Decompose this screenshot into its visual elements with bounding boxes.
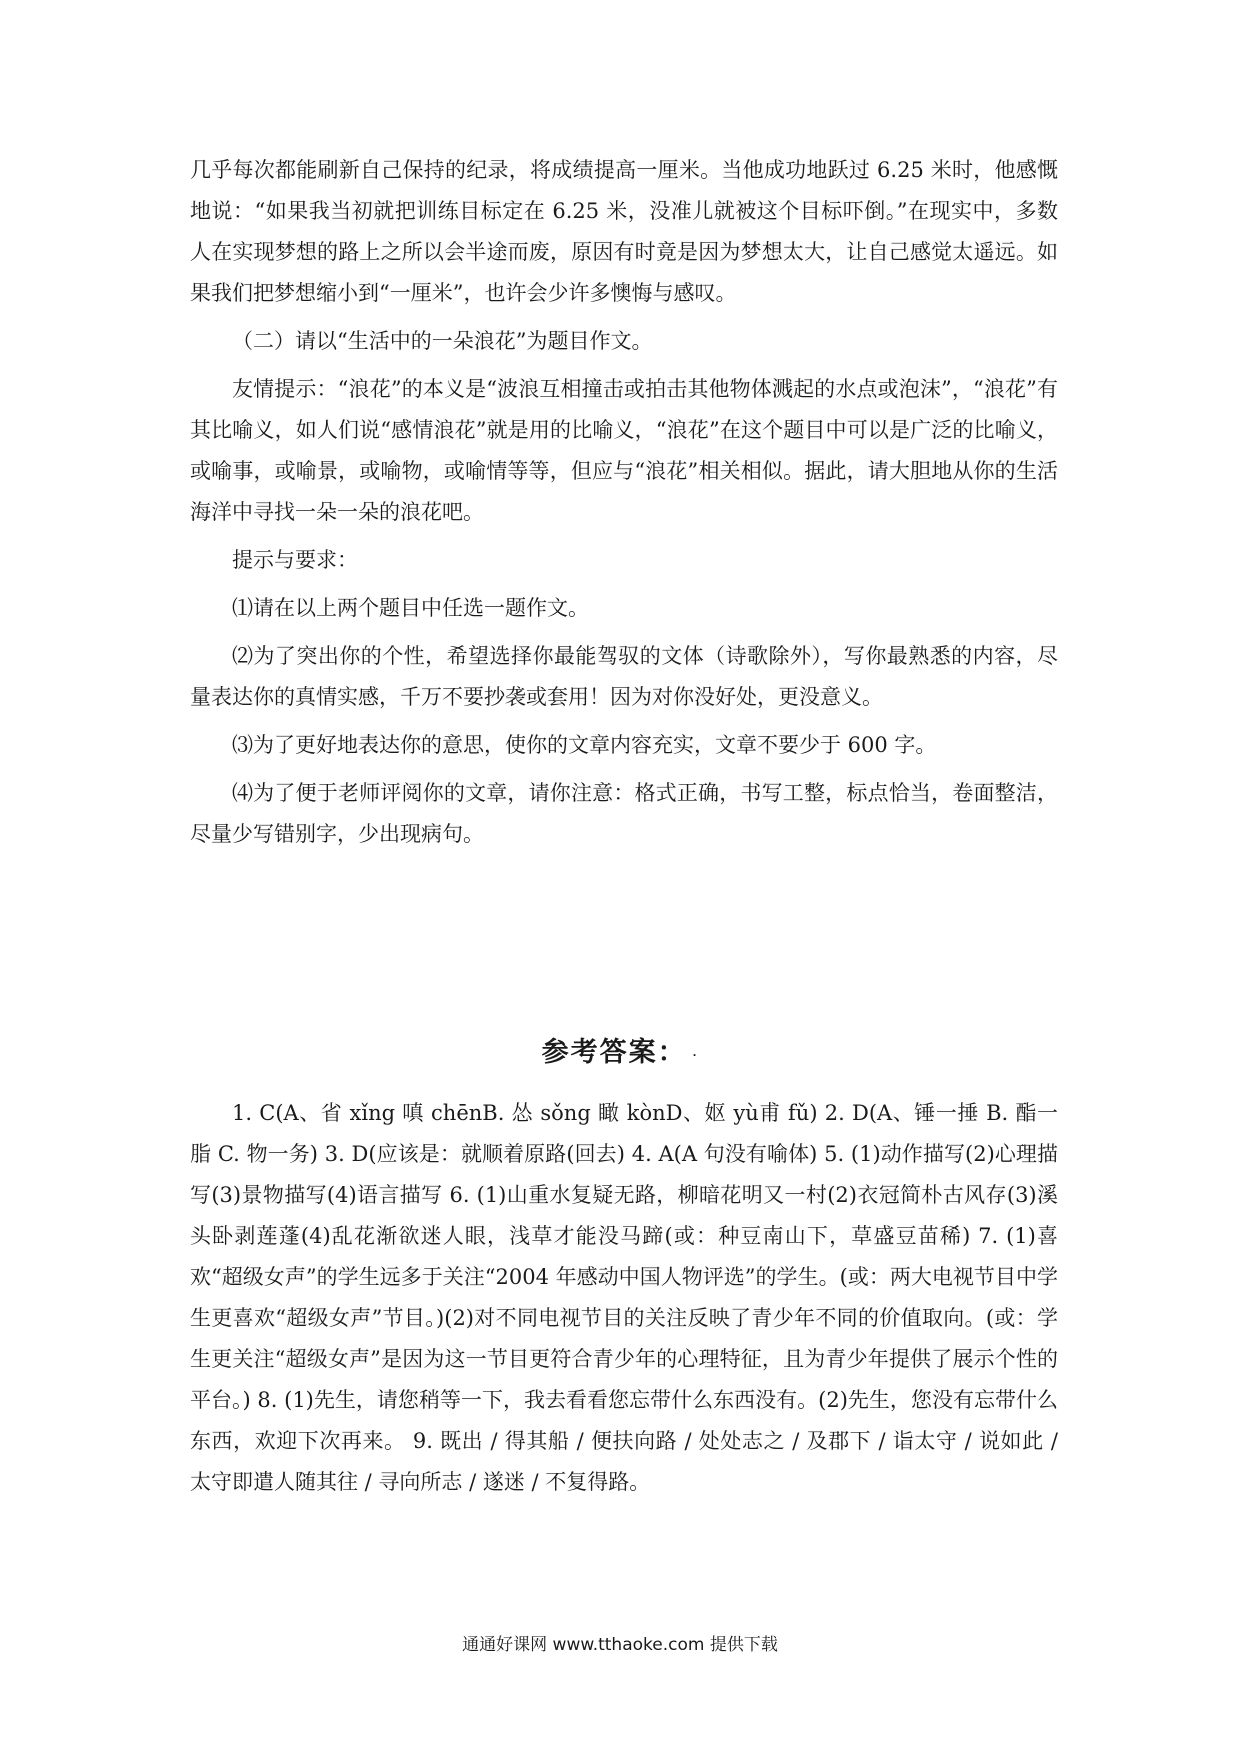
answers-paragraph: 1. C(A、省 xǐng 嗔 chēnB. 怂 sǒng 瞰 kònD、妪 yù甫 fǔ) 2. D(A、锤一捶 B. 酯一脂 C. 物一务) 3. D(应该是：就顺着原路(回去) 4. A(A 句没有喻体) 5. (1)动作描写(2)心理描写(3)景物描写(4)语言描写 6. (1)山重水复疑无路，柳暗花明又一村(2)衣冠简朴古风存(3)溪头卧剥莲蓬(4)乱花渐欲迷人眼，浅草才能没马蹄(或：种豆南山下，草盛豆苗稀) 7. (1)喜欢“超级女声”的学生远多于关注“2004 年感动中国人物评选”的学生。(或：两大电视节目中学生更喜欢“超级女声”节目。)(2)对不同电视节目的关注反映了青少年不同的价值取向。(或：学生更关注“超级女声”是因为这一节目更符合青少年的心理特征，且为青少年提供了展示个性的平台。) 8. (1)先生，请您稍等一下，我去看看您忘带什么东西没有。(2)先生，您没有忘带什么东西，欢迎下次再来。 9. 既出 / 得其船 / 便扶向路 / 处处志之 / 及郡下 / 诣太守 / 说如此 / 太守即遣人随其往 / 寻向所志 / 遂迷 / 不复得路。 <box>190 1101 1058 1494</box>
requirement-item-3: ⑶为了更好地表达你的意思，使你的文章内容充实，文章不要少于 600 字。 <box>232 733 937 757</box>
requirements-heading: 提示与要求： <box>232 548 358 572</box>
essay-prompt-section <box>190 150 1058 862</box>
scan-dot-mark: . <box>692 1048 699 1059</box>
answers-title-text: 参考答案： <box>541 1037 687 1068</box>
friendly-tip-paragraph: 友情提示：“浪花”的本义是“波浪互相撞击或拍击其他物体溅起的水点或泡沫”，“浪花”有其比喻义，如人们说“感情浪花”就是用的比喻义，“浪花”在这个题目中可以是广泛的比喻义，或喻事，或喻景，或喻物，或喻情等等，但应与“浪花”相关相似。据此，请大胆地从你的生活海洋中寻找一朵一朵的浪花吧。 <box>190 377 1058 524</box>
essay-topic-two: （二）请以“生活中的一朵浪花”为题目作文。 <box>232 329 653 353</box>
answers-title <box>0 1030 1240 1069</box>
body-paragraph-continuation: 几乎每次都能刷新自己保持的纪录，将成绩提高一厘米。当他成功地跃过 6.25 米时，他感慨地说：“如果我当初就把训练目标定在 6.25 米，没准儿就被这个目标吓倒。”在现实中，多数人在实现梦想的路上之所以会半途而废，原因有时竟是因为梦想太大，让自己感觉太遥远。如果我们把梦想缩小到“一厘米”，也许会少许多懊悔与感叹。 <box>190 158 1058 305</box>
requirement-item-4: ⑷为了便于老师评阅你的文章，请你注意：格式正确，书写工整，标点恰当，卷面整洁，尽量少写错别字，少出现病句。 <box>190 781 1058 846</box>
requirement-item-2: ⑵为了突出你的个性，希望选择你最能驾驭的文体（诗歌除外），写你最熟悉的内容，尽量表达你的真情实感，千万不要抄袭或套用！因为对你没好处，更没意义。 <box>190 644 1058 709</box>
requirement-item-1: ⑴请在以上两个题目中任选一题作文。 <box>232 596 589 620</box>
answers-section <box>190 1093 1058 1503</box>
page-footer: 通通好课网 www.tthaoke.com 提供下载 <box>462 1635 778 1655</box>
